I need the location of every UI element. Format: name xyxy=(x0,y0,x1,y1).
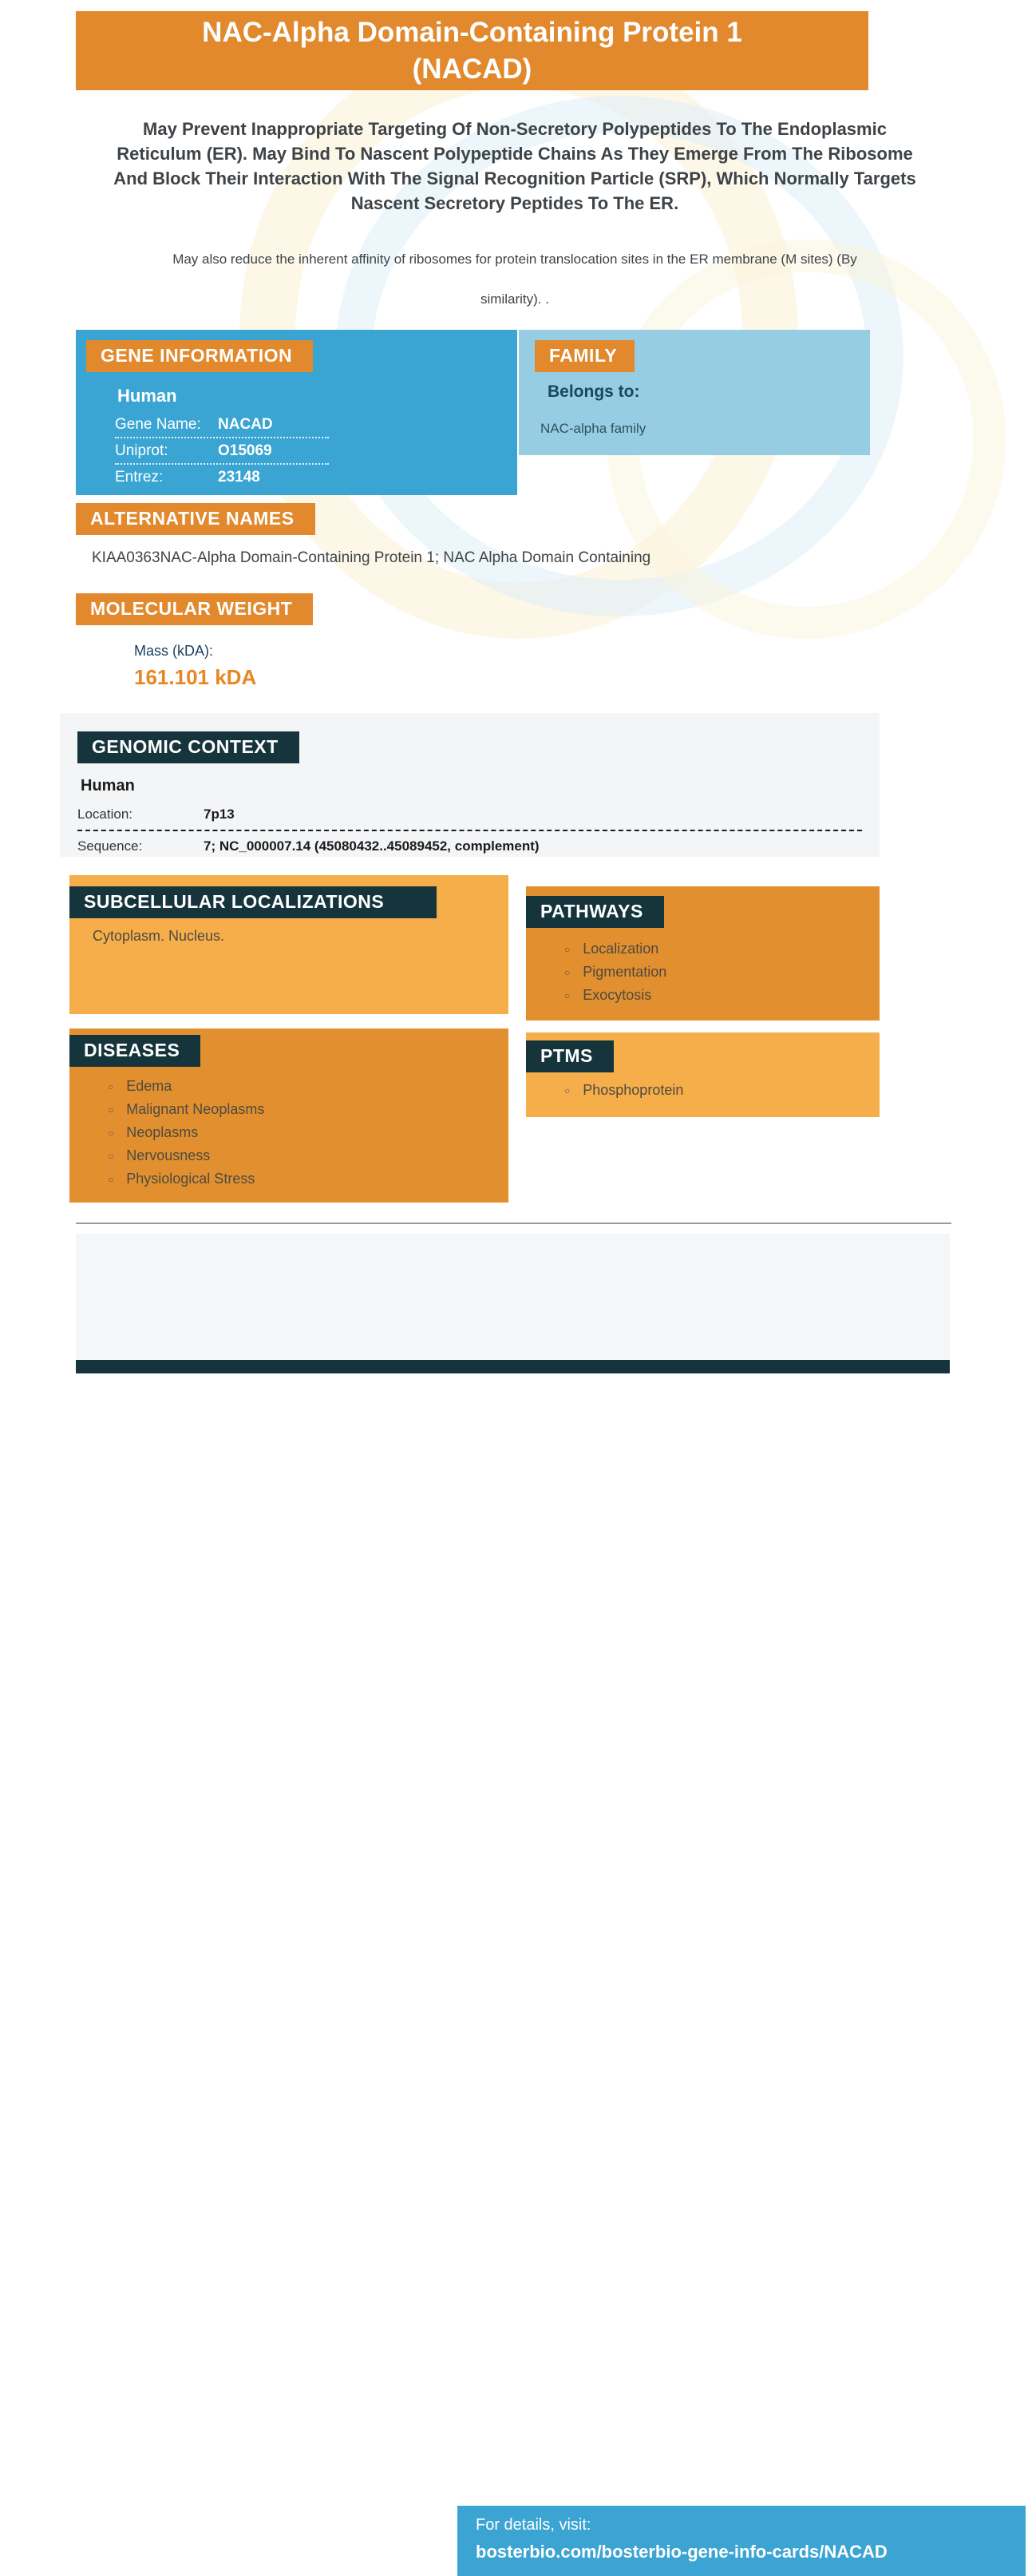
list-item: ○ Nervousness xyxy=(108,1147,264,1164)
horizontal-divider xyxy=(76,1223,951,1224)
genomic-context-label: GENOMIC CONTEXT xyxy=(77,731,299,763)
mass-kda-label: Mass (kDA): xyxy=(134,643,213,659)
family-section xyxy=(519,330,870,455)
table-row xyxy=(115,412,329,438)
footer-url-link[interactable]: bosterbio.com/bosterbio-gene-info-cards/NACAD xyxy=(476,2542,888,2562)
row-value: NACAD xyxy=(218,416,273,433)
protein-summary-secondary: May also reduce the inherent affinity of ribosomes for protein translocation sites in the ER membrane (M sites) (By similarity). . xyxy=(172,252,857,307)
row-value: O15069 xyxy=(218,442,272,459)
dashed-divider xyxy=(77,830,862,831)
family-value: NAC-alpha family xyxy=(540,421,646,436)
row-label: Entrez: xyxy=(115,469,164,485)
footer-section xyxy=(76,1234,950,2562)
genomic-species: Human xyxy=(81,777,135,795)
subcellular-localizations-value: Cytoplasm. Nucleus. xyxy=(93,928,225,944)
diseases-label: DISEASES xyxy=(69,1035,200,1067)
table-row xyxy=(77,806,862,822)
list-item: ○ Pigmentation xyxy=(564,964,666,981)
gene-species: Human xyxy=(117,386,177,406)
list-item: ○ Physiological Stress xyxy=(108,1171,264,1187)
row-label: Uniprot: xyxy=(115,442,168,459)
subcellular-localizations-section xyxy=(69,875,508,1014)
gene-info-table xyxy=(115,412,329,489)
ptms-list xyxy=(564,1082,683,1105)
alternative-names-value: KIAA0363NAC-Alpha Domain-Containing Protein 1; NAC Alpha Domain Containing xyxy=(92,549,651,566)
list-item: ○ Edema xyxy=(108,1078,264,1095)
page-title-line2: (NACAD) xyxy=(412,53,532,85)
row-label: Sequence: xyxy=(77,838,143,854)
bottom-accent-bar xyxy=(76,1360,950,1373)
list-item: ○ Exocytosis xyxy=(564,987,666,1004)
family-heading: Belongs to: xyxy=(548,382,640,401)
row-label: Gene Name: xyxy=(115,416,201,433)
molecular-weight-label: MOLECULAR WEIGHT xyxy=(76,593,313,625)
list-item: ○ Phosphoprotein xyxy=(564,1082,683,1099)
page-title-banner xyxy=(76,11,868,90)
row-value: 7p13 xyxy=(204,806,235,822)
diseases-section xyxy=(69,1028,508,1203)
list-item: ○ Localization xyxy=(564,941,666,957)
protein-summary-main: May Prevent Inappropriate Targeting Of Non-Secretory Polypeptides To The Endoplasmic Reticulum (ER). May Bind To Nascent Polypeptide Chains As They Emerge From The Ribosome And Block Their Interaction With The Signal Recognition Particle (SRP), Which Normally Targets Nascent Secretory Peptides To The ER. xyxy=(113,119,916,213)
gene-information-label: GENE INFORMATION xyxy=(86,340,313,372)
footer-visit-label: For details, visit: xyxy=(476,2516,591,2534)
genomic-context-section xyxy=(60,713,880,857)
list-item: ○ Malignant Neoplasms xyxy=(108,1101,264,1118)
page-title-line1: NAC-Alpha Domain-Containing Protein 1 xyxy=(202,16,742,48)
subcellular-localizations-label: SUBCELLULAR LOCALIZATIONS xyxy=(69,886,437,918)
table-row xyxy=(115,438,329,465)
diseases-list xyxy=(108,1078,264,1194)
row-value: 23148 xyxy=(218,469,260,485)
alternative-names-label: ALTERNATIVE NAMES xyxy=(76,503,315,535)
pathways-section xyxy=(526,886,880,1020)
table-row xyxy=(77,838,862,854)
gene-information-section xyxy=(76,330,517,495)
row-label: Location: xyxy=(77,806,132,822)
ptms-section xyxy=(526,1032,880,1117)
family-label: FAMILY xyxy=(535,340,635,372)
footer-details-panel xyxy=(457,2506,1026,2576)
list-item: ○ Neoplasms xyxy=(108,1124,264,1141)
ptms-label: PTMS xyxy=(526,1040,614,1072)
table-row xyxy=(115,465,329,489)
mass-kda-value: 161.101 kDA xyxy=(134,665,257,689)
pathways-label: PATHWAYS xyxy=(526,896,664,928)
row-value: 7; NC_000007.14 (45080432..45089452, complement) xyxy=(204,838,540,854)
pathways-list xyxy=(564,941,666,1010)
